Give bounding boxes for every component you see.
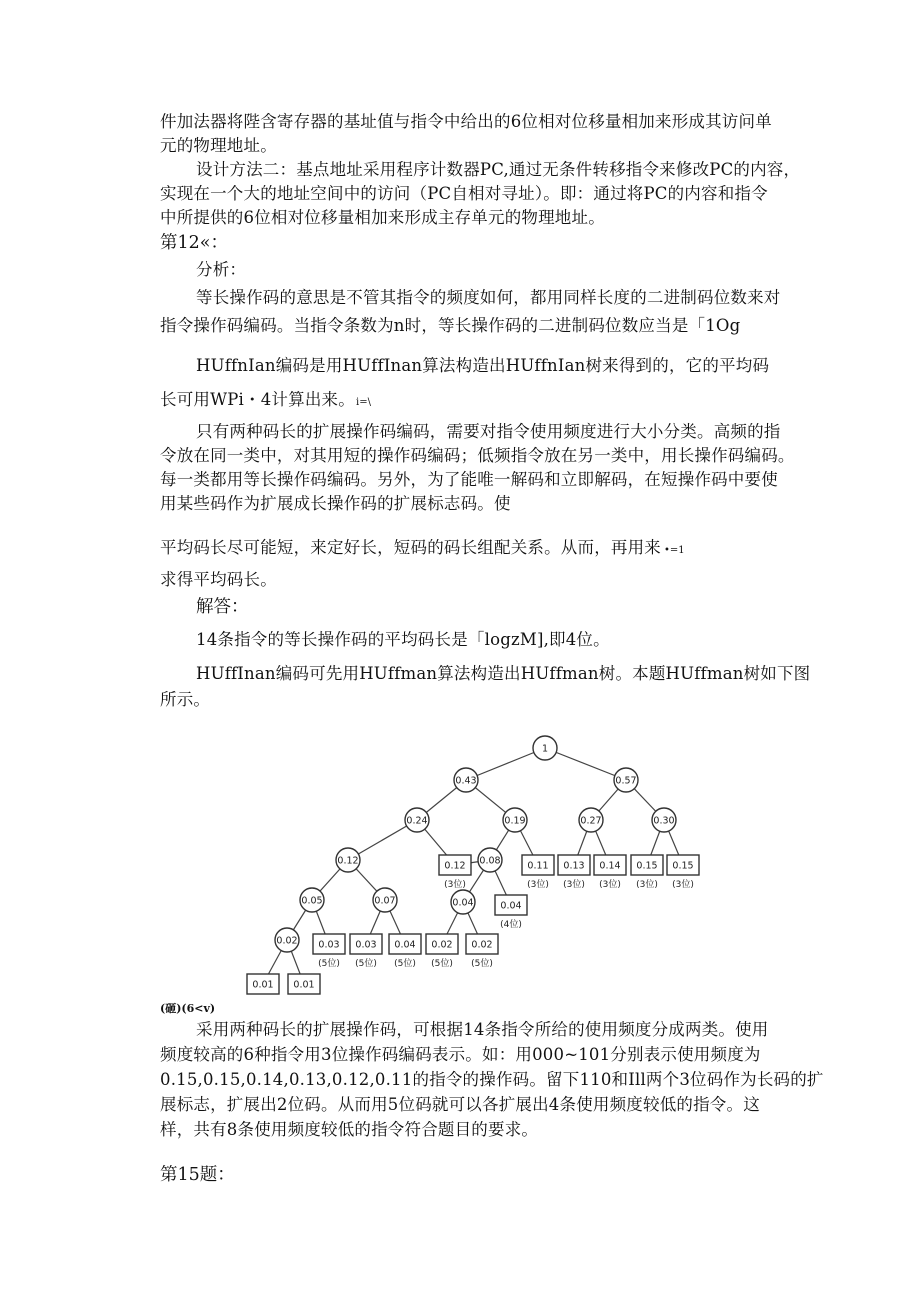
- a2-line-1: HUffnIan编码是用HUffInan算法构造出HUffnIan树来得到的，它的平均码: [196, 356, 770, 375]
- e-line-2: 频度较高的6种指令用3位操作码编码表示。如：用000~101分别表示使用频度为: [160, 1045, 761, 1064]
- leaf-value-label: 0.03: [318, 939, 340, 951]
- node-value-label: 0.24: [406, 815, 428, 827]
- e-line-4: 展标志，扩展出2位码。从而用5位码就可以各扩展出4条使用频度较低的指令。这: [160, 1095, 760, 1114]
- s2-line-1: HUffInan编码可先用HUffman算法构造出HUffman树。本题HUffman树如下图: [196, 664, 811, 683]
- p1-line-1: 件加法器将陛含寄存器的基址值与指令中给出的6位相对位移量相加来形成其访问单: [160, 112, 772, 131]
- p2-line-2: 实现在一个大的地址空间中的访问（PC自相对寻址）。即：通过将PC的内容和指令: [160, 184, 768, 203]
- node-value-label: 0.05: [301, 895, 323, 907]
- leaf-value-label: 0.02: [471, 939, 493, 951]
- e-line-5: 样，共有8条使用频度较低的指令符合题目的要求。: [160, 1120, 539, 1139]
- leaf-value-label: 0.01: [252, 979, 274, 991]
- a4-line-1: 平均码长尽可能短，来定好长，短码的码长组配关系。从而，再用来: [160, 538, 661, 557]
- leaf-bit-length-label: (3位): [444, 880, 466, 890]
- leaf-value-label: 0.01: [293, 979, 315, 991]
- leaf-value-label: 0.04: [500, 900, 522, 912]
- node-value-label: 0.07: [374, 895, 396, 907]
- s2-line-2: 所示。: [160, 690, 211, 709]
- node-value-label: 0.27: [580, 815, 602, 827]
- leaf-bit-length-label: (5位): [394, 959, 416, 969]
- heading-q15: 第15题：: [160, 1165, 235, 1185]
- leaf-bit-length-label: (3位): [672, 880, 694, 890]
- leaf-value-label: 0.03: [355, 939, 377, 951]
- node-value-label: 0.19: [504, 815, 526, 827]
- a2-subscript: i=\: [356, 397, 371, 408]
- leaf-value-label: 0.12: [444, 860, 466, 872]
- leaf-bit-length-label: (3位): [636, 880, 658, 890]
- p2-line-3: 中所提供的6位相对位移量相加来形成主存单元的物理地址。: [160, 208, 605, 227]
- p2-line-1: 设计方法二：基点地址采用程序计数器PC,通过无条件转移指令来修改PC的内容，: [196, 160, 801, 179]
- a3-line-4: 用某些码作为扩展成长操作码的扩展标志码。使: [160, 494, 511, 513]
- s1-line: 14条指令的等长操作码的平均码长是「logzM],即4位。: [196, 630, 610, 649]
- node-value-label: 0.30: [653, 815, 675, 827]
- answer-label: 解答：: [196, 597, 249, 617]
- a3-line-3: 每一类都用等长操作码编码。另外，为了能唯一解码和立即解码，在短操作码中要使: [160, 470, 778, 489]
- a4-subscript: •=1: [664, 545, 685, 556]
- node-value-label: 0.43: [455, 775, 477, 787]
- e-line-3: 0.15,0.15,0.14,0.13,0.12,0.11的指令的操作码。留下110和Ill两个3位码作为长码的扩: [160, 1070, 824, 1089]
- tree-edge: [545, 748, 626, 780]
- figure-caption: (砸)(6<v): [160, 1002, 216, 1015]
- a1-line-2: 指令操作码编码。当指令条数为n时，等长操作码的二进制码位数应当是「1Og: [160, 316, 741, 335]
- leaf-value-label: 0.04: [394, 939, 416, 951]
- leaf-value-label: 0.15: [672, 860, 694, 872]
- leaf-bit-length-label: (3位): [563, 880, 585, 890]
- leaf-bit-length-label: (5位): [431, 959, 453, 969]
- node-value-label: 1: [541, 743, 549, 755]
- leaf-bit-length-label: (3位): [599, 880, 621, 890]
- node-value-label: 0.57: [615, 775, 637, 787]
- node-value-label: 0.12: [337, 855, 359, 867]
- tree-edge: [466, 748, 545, 780]
- leaf-bit-length-label: (4位): [500, 920, 522, 930]
- node-value-label: 0.04: [452, 897, 474, 909]
- huffman-tree-figure: [240, 730, 710, 1000]
- a2-line-2: 长可用WPi・4计算出来。: [160, 390, 355, 409]
- e-line-1: 采用两种码长的扩展操作码，可根据14条指令所给的使用频度分成两类。使用: [196, 1020, 769, 1039]
- node-value-label: 0.02: [276, 935, 298, 947]
- leaf-value-label: 0.13: [563, 860, 585, 872]
- leaf-value-label: 0.11: [527, 860, 549, 872]
- heading-q12: 第12«：: [160, 233, 228, 253]
- node-value-label: 0.08: [479, 855, 501, 867]
- analysis-label: 分析：: [196, 260, 247, 279]
- leaf-bit-length-label: (5位): [471, 959, 493, 969]
- leaf-bit-length-label: (5位): [318, 959, 340, 969]
- a3-line-1: 只有两种码长的扩展操作码编码，需要对指令使用频度进行大小分类。高频的指: [196, 422, 781, 441]
- leaf-value-label: 0.02: [431, 939, 453, 951]
- leaf-value-label: 0.14: [599, 860, 621, 872]
- a3-line-2: 令放在同一类中，对其用短的操作码编码；低频指令放在另一类中，用长操作码编码。: [160, 446, 795, 465]
- a1-line-1: 等长操作码的意思是不管其指令的频度如何，都用同样长度的二进制码位数来对: [196, 288, 781, 307]
- leaf-bit-length-label: (3位): [527, 880, 549, 890]
- leaf-value-label: 0.15: [636, 860, 658, 872]
- a4-line-2: 求得平均码长。: [160, 570, 277, 589]
- p1-line-2: 元的物理地址。: [160, 136, 277, 155]
- leaf-bit-length-label: (5位): [355, 959, 377, 969]
